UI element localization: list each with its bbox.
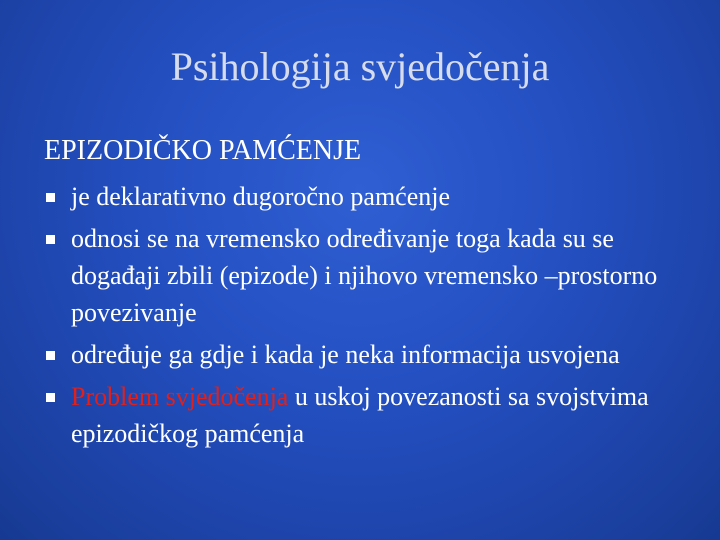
slide-title: Psihologija svjedočenja <box>170 44 550 89</box>
section-heading: EPIZODIČKO PAMĆENJE <box>44 135 362 166</box>
list-item <box>44 178 704 215</box>
bullet-list <box>44 178 704 457</box>
bullet-text: u uskoj povezanosti sa svojstvima epizodičkog pamćenja <box>71 382 649 448</box>
list-item <box>44 336 704 373</box>
list-item <box>44 378 704 452</box>
square-bullet-icon <box>46 351 55 360</box>
square-bullet-icon <box>46 193 55 202</box>
list-item <box>44 220 704 331</box>
bullet-text: je deklarativno dugoročno pamćenje <box>71 182 451 211</box>
highlighted-phrase: Problem svjedočenja <box>71 382 289 411</box>
square-bullet-icon <box>46 235 55 244</box>
bullet-text: odnosi se na vremensko određivanje toga kada su se događaji zbili (epizode) i njihovo vremensko –prostorno povezivanje <box>71 224 658 327</box>
bullet-text: određuje ga gdje i kada je neka informacija usvojena <box>71 340 620 369</box>
square-bullet-icon <box>46 393 55 402</box>
